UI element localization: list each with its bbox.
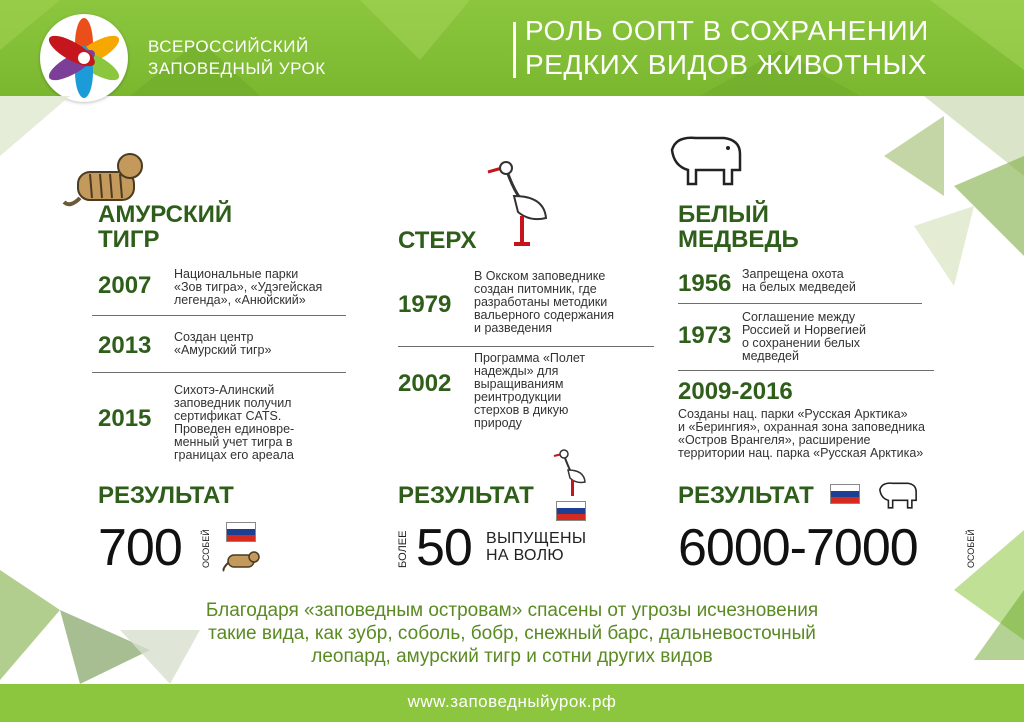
text-line: В Окском заповеднике [474,269,606,283]
text-line: медведей [742,349,799,363]
divider-line [92,372,346,373]
text-line: надежды» для [474,364,559,378]
bear-title-line-1: БЕЛЫЙ [678,201,769,228]
bear-title-line-2: МЕДВЕДЬ [678,226,799,253]
divider-line [678,303,922,304]
small-polar-bear-icon [876,479,920,511]
divider-line [92,315,346,316]
crane-year-1979: 1979 [398,291,452,318]
tiger-year-2015: 2015 [98,405,152,432]
text-line: сертификат CATS. [174,409,282,423]
crane-title: СТЕРХ [398,227,477,254]
text-line: «Остров Врангеля», расширение [678,433,871,447]
text-line: стерхов в дикую [474,403,569,417]
org-line-1: ВСЕРОССИЙСКИЙ [148,37,309,56]
russia-flag-icon [830,484,860,504]
text-line: НА ВОЛЮ [486,547,564,564]
text-line: легенда», «Анюйский» [174,293,306,307]
tiger-year-2007: 2007 [98,272,152,299]
tiger-title-line-2: ТИГР [98,226,160,253]
text-line: Соглашение между [742,310,856,324]
logo [40,14,128,102]
tiger-year-2013: 2013 [98,332,152,359]
summary-line-3: леопард, амурский тигр и сотни других видов [311,646,713,667]
text-line: Запрещена охота [742,267,844,281]
tiger-title [98,202,232,252]
bear-event-1956-text [742,268,856,294]
text-line: вальерного содержания [474,308,614,322]
header-divider [513,22,516,78]
tiger-event-2013-text [174,331,271,357]
tiger-result-number: 700 [98,519,182,577]
text-line: Россией и Норвегией [742,323,866,337]
text-line: реинтродукции [474,390,562,404]
text-line: и «Берингия», охранная зона заповедника [678,420,925,434]
bear-range-text [678,408,925,460]
crane-event-2002-text [474,352,585,430]
text-line: природу [474,416,522,430]
russia-flag-icon [226,522,256,542]
title-line-1: РОЛЬ ООПТ В СОХРАНЕНИИ [525,15,929,46]
tiger-result-label: РЕЗУЛЬТАТ [98,482,234,509]
right-photo-mosaic [884,96,1024,296]
summary-line-2: такие вида, как зубр, соболь, бобр, снежный барс, дальневосточный [208,623,816,644]
divider-line [678,370,934,371]
crane-event-1979-text [474,270,614,335]
text-line: «Зов тигра», «Удэгейская [174,280,323,294]
text-line: создан питомник, где [474,282,597,296]
bear-result-number: 6000-7000 [678,519,918,577]
text-line: и разведения [474,321,553,335]
crane-result-prefix: БОЛЕЕ [397,530,409,568]
bear-year-1973: 1973 [678,322,732,349]
small-tiger-icon [222,549,262,573]
crane-icon [484,160,554,250]
text-line: Созданы нац. парки «Русская Арктика» [678,407,908,421]
tiger-title-line-1: АМУРСКИЙ [98,201,233,228]
summary-line-1: Благодаря «заповедным островам» спасены от угрозы исчезновения [205,600,819,621]
tiger-result-unit: ОСОБЕЙ [201,529,211,568]
text-line: Сихотэ-Алинский [174,383,275,397]
text-line: о сохранении белых [742,336,861,350]
bear-result-label: РЕЗУЛЬТАТ [678,482,814,509]
tiger-event-2015-text [174,384,294,462]
divider-line [398,346,654,347]
text-line: Создан центр [174,330,254,344]
text-line: выращиваниям [474,377,564,391]
title-line-2: РЕДКИХ ВИДОВ ЖИВОТНЫХ [525,49,927,80]
crane-result-number: 50 [416,519,472,577]
russia-flag-icon [556,501,586,521]
text-line: Национальные парки [174,267,299,281]
crane-result-label: РЕЗУЛЬТАТ [398,482,534,509]
text-line: заповедник получил [174,396,292,410]
summary-text [0,599,1024,668]
bear-result-unit: ОСОБЕЙ [966,529,976,568]
text-line: менный учет тигра в [174,435,293,449]
text-line: Программа «Полет [474,351,586,365]
bear-title [678,202,799,252]
website-link[interactable]: www.заповедныйурок.рф [407,692,617,711]
text-line: границах его ареала [174,448,294,462]
bear-year-1956: 1956 [678,270,732,297]
text-line: территории нац. парка «Русская Арктика» [678,446,924,460]
text-line: Проведен единовре- [174,422,295,436]
crane-year-2002: 2002 [398,370,452,397]
page-title [525,14,929,82]
text-line: ВЫПУЩЕНЫ [486,530,587,547]
text-line: на белых медведей [742,280,856,294]
bear-year-range: 2009-2016 [678,378,793,405]
text-line: «Амурский тигр» [174,343,272,357]
polar-bear-icon [666,130,746,190]
text-line: разработаны методики [474,295,608,309]
flower-logo-icon [40,14,128,102]
organization-name [148,36,326,80]
crane-result-suffix [486,530,586,564]
org-line-2: ЗАПОВЕДНЫЙ УРОК [148,59,326,78]
bear-event-1973-text [742,311,866,363]
tiger-event-2007-text [174,268,322,307]
small-crane-icon [552,448,588,498]
